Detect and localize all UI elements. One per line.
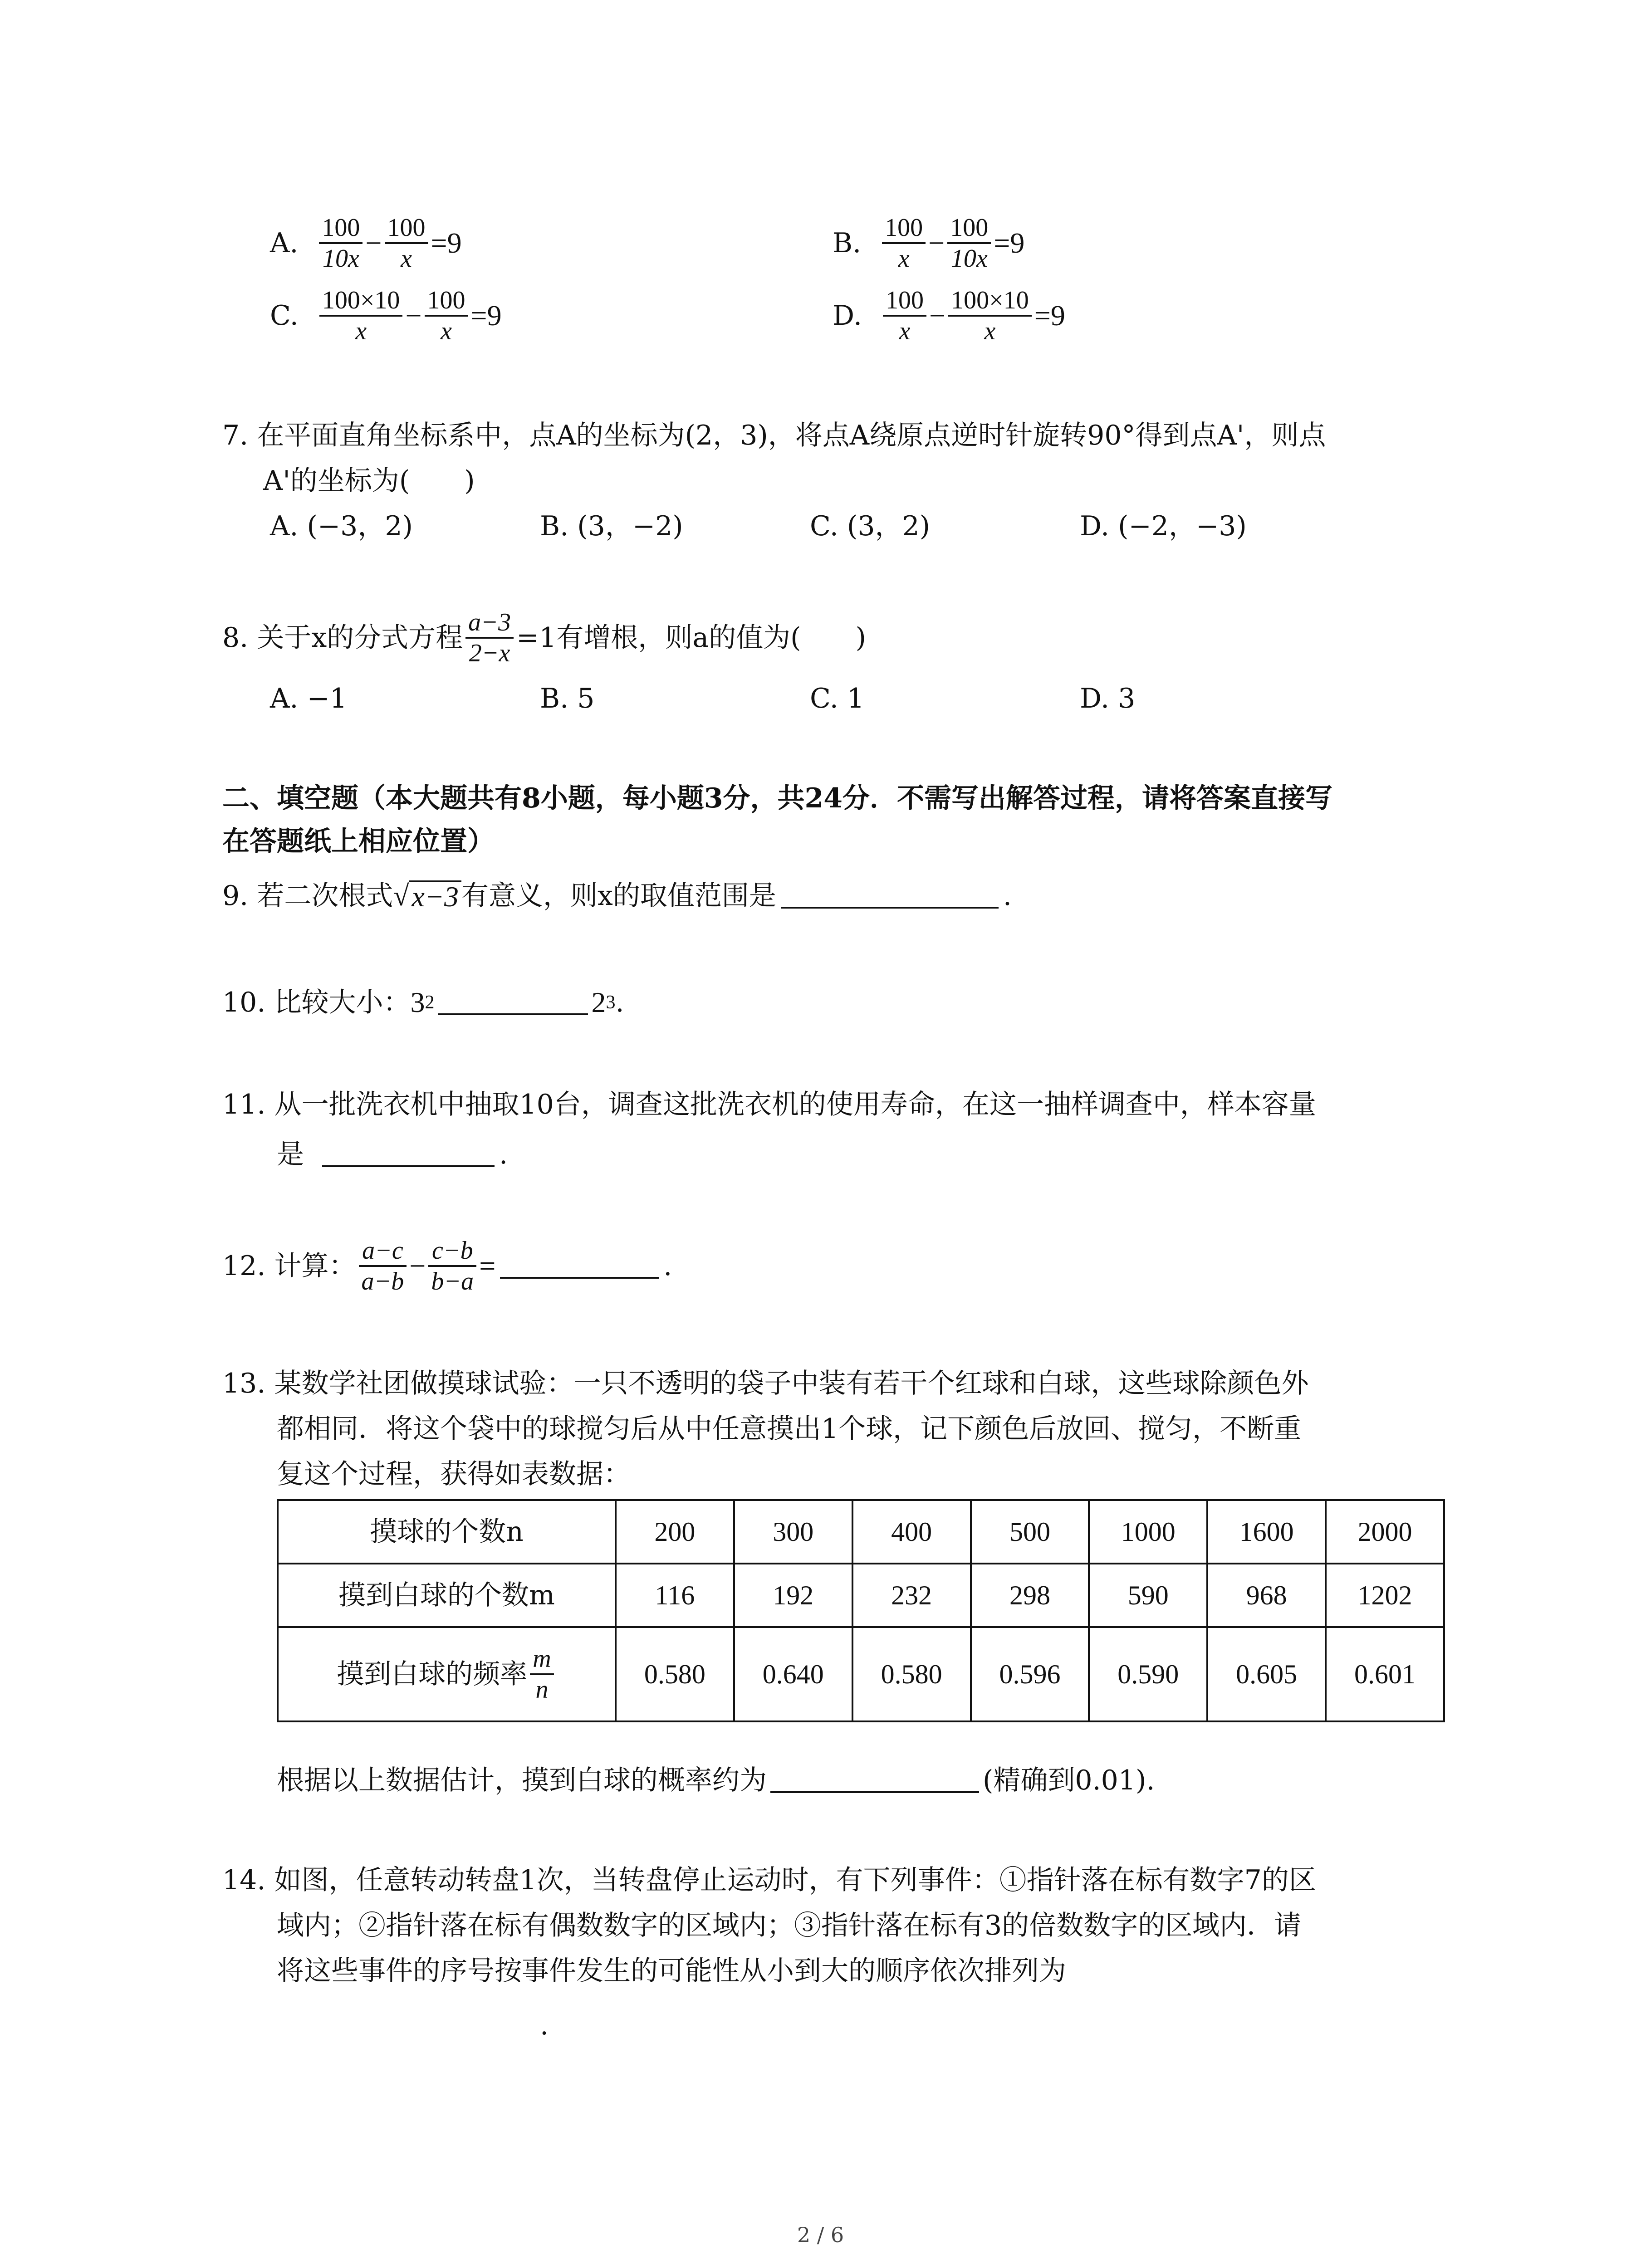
table-cell: 298 xyxy=(971,1564,1089,1627)
fraction xyxy=(883,286,926,346)
q12-prefix: 12. 计算： xyxy=(222,1250,356,1282)
table-cell: 1600 xyxy=(1207,1500,1326,1564)
table-row xyxy=(278,1627,1444,1721)
numerator: 100×10 xyxy=(319,286,403,317)
denominator: n xyxy=(535,1676,549,1704)
q14-stem-line1: 14. 如图，任意转动转盘1次，当转盘停止运动时，有下列事件：①指针落在标有数字7的区 xyxy=(222,1864,1316,1896)
q13-stem-line2: 都相同．将这个袋中的球搅匀后从中任意摸出1个球，记下颜色后放回、搅匀，不断重 xyxy=(277,1413,1302,1445)
q8-suffix: =1有增根，则a的值为( ) xyxy=(516,622,866,654)
fraction xyxy=(425,286,468,346)
period: . xyxy=(540,2009,549,2041)
denominator: 10x xyxy=(950,244,988,273)
q8-prefix: 8. 关于x的分式方程 xyxy=(222,622,463,654)
answer-blank[interactable] xyxy=(781,883,999,909)
q9-prefix: 9. 若二次根式 xyxy=(222,880,393,912)
answer-blank[interactable] xyxy=(770,1768,979,1793)
equals-sign: = xyxy=(479,1250,496,1282)
fraction xyxy=(948,286,1032,346)
q13-conclusion-text: 根据以上数据估计，摸到白球的概率约为 xyxy=(277,1765,767,1796)
denominator: a−b xyxy=(361,1267,404,1295)
fraction xyxy=(428,1236,476,1296)
q13-stem-line1: 13. 某数学社团做摸球试验：一只不透明的袋子中装有若干个红球和白球，这些球除颜色外 xyxy=(222,1368,1309,1399)
table-cell: 0.640 xyxy=(734,1627,852,1721)
minus-sign: − xyxy=(405,299,422,332)
numerator: c−b xyxy=(428,1236,476,1267)
table-cell: 968 xyxy=(1207,1564,1326,1627)
table-cell: 0.590 xyxy=(1089,1627,1207,1721)
q6-option-b xyxy=(833,213,1024,273)
equation-rhs: =9 xyxy=(470,299,502,332)
row-header: 摸球的个数n xyxy=(278,1500,616,1564)
table-cell: 0.596 xyxy=(971,1627,1089,1721)
q8-stem xyxy=(222,608,866,668)
period: . xyxy=(1003,880,1012,912)
option-label: B. xyxy=(833,227,862,259)
answer-blank[interactable] xyxy=(500,1253,659,1279)
denominator: 10x xyxy=(322,244,359,273)
q13-stem-line3: 复这个过程，获得如表数据： xyxy=(277,1458,631,1490)
q14-stem-line2: 域内；②指针落在标有偶数数字的区域内；③指针落在标有3的倍数数字的区域内．请 xyxy=(277,1910,1302,1941)
q11-line2-text: 是 xyxy=(277,1139,304,1170)
section-heading-line2: 在答题纸上相应位置） xyxy=(222,826,495,857)
q12-stem xyxy=(222,1236,672,1296)
denominator: x xyxy=(441,317,452,345)
fraction xyxy=(359,1236,407,1296)
table-cell: 590 xyxy=(1089,1564,1207,1627)
table-cell: 200 xyxy=(616,1500,734,1564)
table-cell: 0.601 xyxy=(1326,1627,1444,1721)
base: 3 xyxy=(410,986,425,1018)
q13-precision-note: (精确到0.01). xyxy=(983,1765,1155,1796)
answer-blank[interactable] xyxy=(322,1142,495,1167)
minus-sign: − xyxy=(928,227,945,259)
exponent: 2 xyxy=(425,992,435,1013)
row-header: 摸到白球的个数m xyxy=(278,1564,616,1627)
q10-stem xyxy=(222,984,624,1021)
denominator: x xyxy=(898,244,910,273)
section-heading-line1: 二、填空题（本大题共有8小题，每小题3分，共24分．不需写出解答过程，请将答案直接写 xyxy=(222,782,1332,814)
denominator: x xyxy=(401,244,412,273)
q8-option-a: A. −1 xyxy=(270,683,347,714)
q11-stem-line1: 11. 从一批洗衣机中抽取10台，调查这批洗衣机的使用寿命，在这一抽样调查中，样本容量 xyxy=(222,1089,1316,1120)
q6-option-c xyxy=(270,286,502,346)
table-cell: 2000 xyxy=(1326,1500,1444,1564)
table-cell: 232 xyxy=(852,1564,971,1627)
answer-blank[interactable] xyxy=(438,990,588,1015)
radicand: x−3 xyxy=(409,880,461,911)
table-cell: 192 xyxy=(734,1564,852,1627)
numerator: 100 xyxy=(883,286,926,317)
data-table xyxy=(277,1499,1445,1722)
denominator: x xyxy=(355,317,367,345)
numerator: 100 xyxy=(385,213,428,244)
q14-stem-line3: 将这些事件的序号按事件发生的可能性从小到大的顺序依次排列为 xyxy=(277,1955,1066,1987)
q11-stem-line2 xyxy=(277,1136,508,1173)
period: . xyxy=(663,1250,672,1282)
equation-rhs: =9 xyxy=(994,227,1025,259)
q6-option-a xyxy=(270,213,462,273)
minus-sign: − xyxy=(365,227,382,259)
table-cell: 116 xyxy=(616,1564,734,1627)
numerator: m xyxy=(530,1644,554,1675)
q7-option-c: C. (3，2) xyxy=(810,510,931,542)
numerator: 100 xyxy=(947,213,991,244)
option-label: A. xyxy=(270,227,299,259)
numerator: 100 xyxy=(425,286,468,317)
numerator: a−c xyxy=(359,1236,407,1267)
page-number: 2 / 6 xyxy=(797,2223,844,2247)
numerator: a−3 xyxy=(465,608,514,639)
table-cell: 300 xyxy=(734,1500,852,1564)
table-cell: 0.605 xyxy=(1207,1627,1326,1721)
table-cell: 500 xyxy=(971,1500,1089,1564)
q9-stem xyxy=(222,878,1012,914)
equation-rhs: =9 xyxy=(431,227,462,259)
table-cell: 1202 xyxy=(1326,1564,1444,1627)
denominator: b−a xyxy=(431,1267,474,1295)
q7-option-b: B. (3，−2) xyxy=(540,510,683,542)
q13-conclusion xyxy=(277,1762,1155,1799)
q7-option-d: D. (−2，−3) xyxy=(1080,510,1247,542)
base: 2 xyxy=(591,986,606,1018)
denominator: 2−x xyxy=(469,639,510,667)
option-label: D. xyxy=(833,300,862,332)
option-label: C. xyxy=(270,300,299,332)
numerator: 100 xyxy=(319,213,362,244)
table-cell: 1000 xyxy=(1089,1500,1207,1564)
fraction xyxy=(319,286,403,346)
table-cell: 400 xyxy=(852,1500,971,1564)
period: . xyxy=(615,987,624,1018)
table-cell: 0.580 xyxy=(852,1627,971,1721)
table-row xyxy=(278,1564,1444,1627)
fraction xyxy=(465,608,514,668)
minus-sign: − xyxy=(929,299,946,332)
q6-option-d xyxy=(833,286,1065,346)
radical-sign: √ xyxy=(393,880,409,912)
q8-option-b: B. 5 xyxy=(540,683,595,714)
fraction xyxy=(530,1644,554,1704)
q10-prefix: 10. 比较大小： xyxy=(222,987,411,1018)
period: . xyxy=(499,1139,508,1170)
q7-option-a: A. (−3，2) xyxy=(270,510,413,542)
numerator: 100 xyxy=(882,213,926,244)
q7-stem-line2: A'的坐标为( ) xyxy=(263,465,475,497)
q9-suffix: 有意义，则x的取值范围是 xyxy=(461,880,776,912)
table-row xyxy=(278,1500,1444,1564)
denominator: x xyxy=(899,317,911,345)
fraction xyxy=(385,213,428,273)
q14-answer-line xyxy=(277,2007,549,2043)
q8-option-d: D. 3 xyxy=(1080,683,1136,714)
minus-sign: − xyxy=(409,1250,426,1282)
exponent: 3 xyxy=(606,992,616,1013)
q7-stem-line1: 7. 在平面直角坐标系中，点A的坐标为(2，3)，将点A绕原点逆时针旋转90°得到点A'，则点 xyxy=(222,420,1326,451)
q8-option-c: C. 1 xyxy=(810,683,865,714)
fraction xyxy=(319,213,362,273)
table-cell: 0.580 xyxy=(616,1627,734,1721)
answer-blank[interactable] xyxy=(277,2009,540,2034)
equation-rhs: =9 xyxy=(1034,299,1065,332)
numerator: 100×10 xyxy=(948,286,1032,317)
row-header xyxy=(278,1627,616,1721)
fraction xyxy=(882,213,926,273)
denominator: x xyxy=(984,317,996,345)
row-header-text: 摸到白球的频率 xyxy=(337,1658,528,1690)
fraction xyxy=(947,213,991,273)
